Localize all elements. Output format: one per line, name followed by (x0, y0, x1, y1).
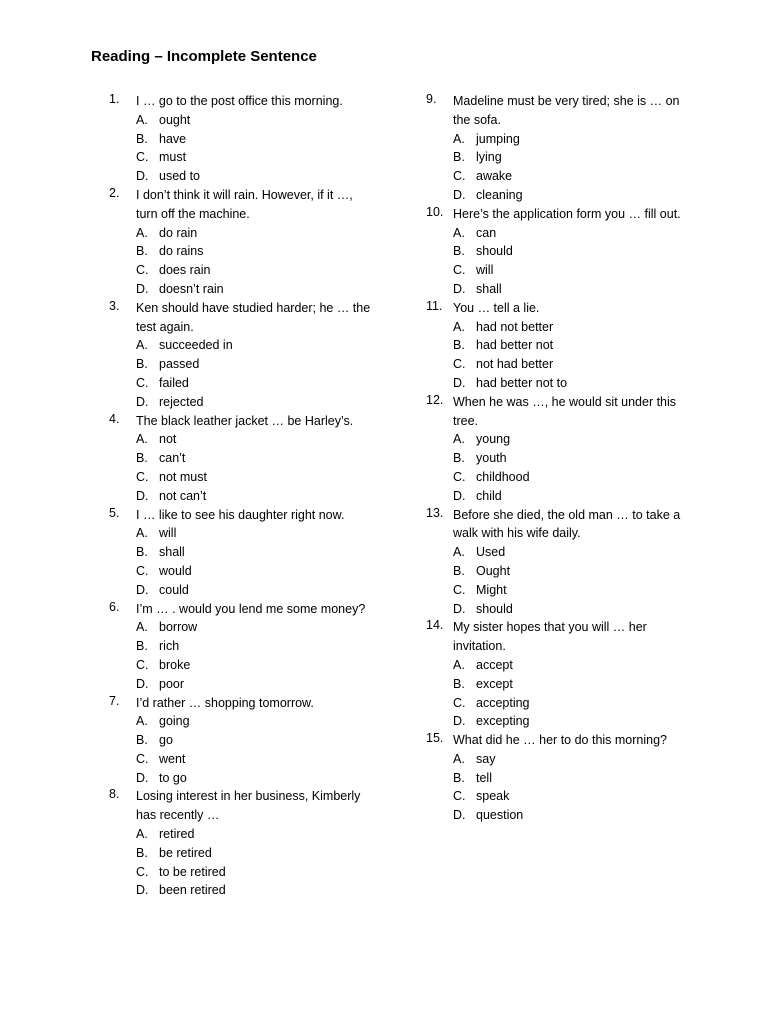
answer-option (426, 374, 726, 393)
option-text: had better not (476, 338, 554, 353)
option-letter: D. (136, 676, 149, 691)
question-text: I don’t think it will rain. However, if it …, turn off the machine. (136, 187, 353, 221)
question-item (426, 92, 726, 205)
option-letter: D. (136, 770, 149, 785)
question-text: The black leather jacket … be Harley’s. (136, 413, 354, 428)
option-letter: D. (453, 601, 466, 616)
question-text: I … go to the post office this morning. (136, 94, 343, 108)
option-text: been retired (159, 883, 226, 898)
option-text: to be retired (159, 864, 226, 879)
option-letter: B. (136, 244, 148, 259)
question-stem (426, 299, 726, 318)
option-text: went (159, 751, 186, 766)
question-text: I … like to see his daughter right now. (136, 507, 345, 522)
question-number: 12. (426, 392, 444, 407)
option-text: succeeded in (159, 338, 233, 353)
option-letter: B. (136, 639, 148, 654)
question-text: Ken should have studied harder; he … the test again. (136, 300, 371, 334)
question-text: When he was …, he would sit under this tree. (453, 394, 677, 428)
option-letter: A. (453, 657, 465, 672)
question-number: 3. (109, 298, 120, 313)
option-letter: A. (453, 545, 465, 560)
answer-option (426, 750, 726, 769)
answer-option (109, 618, 409, 637)
option-text: had better not to (476, 375, 568, 390)
option-text: passed (159, 357, 200, 372)
question-stem (426, 393, 726, 431)
option-text: retired (159, 827, 195, 842)
option-text: could (159, 582, 189, 597)
option-text: not had better (476, 357, 554, 372)
answer-option (109, 844, 409, 863)
question-number: 13. (426, 505, 444, 520)
option-letter: C. (136, 751, 149, 766)
question-text: My sister hopes that you will … her invitation. (453, 620, 647, 654)
answer-option (426, 543, 726, 562)
option-letter: A. (136, 526, 148, 541)
option-text: be retired (159, 845, 212, 860)
answer-option (109, 863, 409, 882)
right-question-column (426, 92, 726, 825)
answer-option (426, 712, 726, 731)
answer-option (426, 224, 726, 243)
option-letter: A. (453, 432, 465, 447)
question-stem (109, 299, 409, 337)
option-text: Might (476, 582, 507, 597)
option-text: do rain (159, 225, 198, 240)
option-text: poor (159, 676, 185, 691)
option-text: not (159, 432, 177, 447)
option-letter: C. (453, 469, 466, 484)
answer-option (109, 731, 409, 750)
option-text: must (159, 150, 187, 165)
option-letter: C. (453, 582, 466, 597)
option-letter: A. (136, 112, 148, 127)
option-text: rejected (159, 394, 204, 409)
answer-option (109, 148, 409, 167)
question-stem (109, 600, 409, 619)
option-letter: B. (136, 357, 148, 372)
option-letter: D. (453, 375, 466, 390)
question-text: What did he … her to do this morning? (453, 733, 668, 748)
option-text: to go (159, 770, 187, 785)
option-text: tell (476, 770, 492, 785)
option-letter: C. (136, 150, 149, 165)
option-letter: B. (453, 244, 465, 259)
option-text: shall (159, 545, 185, 560)
question-number: 10. (426, 204, 444, 219)
question-item (109, 92, 409, 186)
option-text: do rains (159, 244, 204, 259)
question-number: 7. (109, 693, 120, 708)
answer-option (426, 318, 726, 337)
question-item (109, 694, 409, 788)
question-text: I’d rather … shopping tomorrow. (136, 695, 314, 710)
answer-option (109, 524, 409, 543)
option-text: have (159, 131, 187, 146)
question-number: 11. (426, 298, 443, 313)
option-text: question (476, 808, 524, 823)
option-text: ought (159, 112, 191, 127)
answer-option (426, 186, 726, 205)
answer-option (426, 280, 726, 299)
option-text: had not better (476, 319, 554, 334)
answer-option (426, 449, 726, 468)
option-letter: A. (136, 432, 148, 447)
answer-option (426, 562, 726, 581)
answer-option (426, 148, 726, 167)
option-text: would (159, 563, 192, 578)
question-stem (426, 618, 726, 656)
option-letter: B. (453, 150, 465, 165)
answer-option (109, 769, 409, 788)
answer-option (426, 769, 726, 788)
option-text: will (159, 526, 177, 541)
option-letter: B. (453, 563, 465, 578)
answer-option (109, 280, 409, 299)
answer-option (426, 242, 726, 261)
option-letter: B. (136, 545, 148, 560)
question-number: 2. (109, 185, 120, 200)
option-text: does rain (159, 263, 211, 278)
answer-option (109, 430, 409, 449)
option-letter: D. (136, 281, 149, 296)
option-text: say (476, 751, 496, 766)
option-letter: C. (453, 695, 466, 710)
option-text: except (476, 676, 513, 691)
option-letter: C. (453, 263, 466, 278)
option-letter: B. (136, 845, 148, 860)
answer-option (426, 487, 726, 506)
option-letter: D. (453, 281, 466, 296)
option-letter: D. (453, 808, 466, 823)
page-title: Reading – Incomplete Sentence (91, 48, 317, 65)
option-text: youth (476, 451, 507, 466)
option-letter: C. (453, 169, 466, 184)
answer-option (109, 750, 409, 769)
answer-option (109, 130, 409, 149)
option-text: go (159, 733, 173, 748)
option-text: jumping (476, 131, 520, 146)
question-item (109, 412, 409, 506)
option-letter: B. (453, 676, 465, 691)
answer-option (109, 675, 409, 694)
answer-option (109, 468, 409, 487)
question-number: 14. (426, 618, 444, 633)
question-item (109, 186, 409, 299)
answer-option (109, 336, 409, 355)
option-letter: D. (136, 883, 149, 898)
option-text: child (476, 488, 502, 503)
question-stem (109, 694, 409, 713)
option-letter: C. (136, 469, 149, 484)
answer-option (426, 675, 726, 694)
option-text: can (476, 225, 497, 240)
option-text: rich (159, 639, 180, 654)
answer-option (426, 581, 726, 600)
option-text: cleaning (476, 187, 523, 202)
option-letter: A. (453, 225, 465, 240)
question-item (426, 731, 726, 825)
option-letter: D. (136, 582, 149, 597)
question-stem (426, 205, 726, 224)
option-letter: A. (453, 319, 465, 334)
option-letter: C. (136, 864, 149, 879)
question-number: 4. (109, 411, 120, 426)
option-text: shall (476, 281, 502, 296)
question-number: 6. (109, 599, 120, 614)
option-text: Used (476, 545, 506, 560)
option-letter: D. (453, 714, 466, 729)
option-letter: A. (136, 620, 148, 635)
question-text: Here’s the application form you … fill out. (453, 206, 681, 221)
answer-option (109, 374, 409, 393)
option-text: borrow (159, 620, 198, 635)
question-stem (109, 186, 409, 224)
question-text: You … tell a lie. (453, 300, 540, 315)
option-text: speak (476, 789, 510, 804)
question-number: 8. (109, 787, 120, 802)
option-text: accept (476, 657, 513, 672)
question-stem (426, 731, 726, 750)
question-item (109, 299, 409, 412)
option-letter: C. (453, 357, 466, 372)
answer-option (109, 712, 409, 731)
option-text: not can’t (159, 488, 207, 503)
answer-option (109, 637, 409, 656)
question-number: 1. (109, 92, 120, 106)
question-stem (109, 92, 409, 111)
option-text: awake (476, 169, 513, 184)
option-text: not must (159, 469, 207, 484)
answer-option (426, 261, 726, 280)
option-letter: C. (136, 563, 149, 578)
question-number: 15. (426, 731, 444, 746)
answer-option (426, 430, 726, 449)
option-letter: A. (453, 751, 465, 766)
answer-option (109, 881, 409, 900)
answer-option (109, 487, 409, 506)
answer-option (109, 167, 409, 186)
option-letter: B. (136, 733, 148, 748)
option-text: young (476, 432, 511, 447)
option-text: failed (159, 375, 189, 390)
option-text: lying (476, 150, 502, 165)
answer-option (109, 224, 409, 243)
option-letter: A. (453, 131, 465, 146)
option-text: accepting (476, 695, 530, 710)
question-item (426, 618, 726, 731)
question-item (109, 600, 409, 694)
question-item (426, 393, 726, 506)
question-stem (109, 787, 409, 825)
answer-option (426, 787, 726, 806)
question-number: 5. (109, 505, 120, 520)
question-item (426, 506, 726, 619)
answer-option (426, 130, 726, 149)
answer-option (109, 242, 409, 261)
answer-option (426, 694, 726, 713)
option-letter: D. (453, 488, 466, 503)
answer-option (426, 656, 726, 675)
answer-option (426, 355, 726, 374)
answer-option (109, 656, 409, 675)
option-letter: D. (136, 488, 149, 503)
option-text: doesn’t rain (159, 281, 224, 296)
option-letter: B. (453, 338, 465, 353)
answer-option (109, 261, 409, 280)
option-letter: B. (453, 451, 465, 466)
question-item (109, 787, 409, 900)
answer-option (426, 806, 726, 825)
answer-option (109, 111, 409, 130)
option-text: Ought (476, 563, 511, 578)
option-letter: C. (136, 263, 149, 278)
question-item (426, 299, 726, 393)
option-letter: D. (453, 187, 466, 202)
answer-option (109, 393, 409, 412)
question-text: I’m … . would you lend me some money? (136, 601, 366, 616)
option-letter: D. (136, 169, 149, 184)
question-text: Before she died, the old man … to take a walk with his wife daily. (453, 507, 681, 541)
question-text: Losing interest in her business, Kimberly has recently … (136, 789, 361, 823)
option-letter: D. (136, 394, 149, 409)
answer-option (109, 562, 409, 581)
option-letter: A. (136, 225, 148, 240)
option-text: childhood (476, 469, 530, 484)
option-text: should (476, 244, 513, 259)
option-letter: C. (453, 789, 466, 804)
option-letter: C. (136, 375, 149, 390)
question-stem (109, 412, 409, 431)
question-text: Madeline must be very tired; she is … on the sofa. (453, 94, 680, 127)
question-item (426, 205, 726, 299)
option-letter: B. (136, 131, 148, 146)
answer-option (109, 543, 409, 562)
question-stem (426, 92, 726, 130)
option-text: should (476, 601, 513, 616)
option-letter: B. (136, 451, 148, 466)
answer-option (109, 581, 409, 600)
option-text: going (159, 714, 190, 729)
answer-option (426, 336, 726, 355)
question-stem (426, 506, 726, 544)
answer-option (109, 449, 409, 468)
answer-option (426, 167, 726, 186)
answer-option (109, 355, 409, 374)
option-text: can’t (159, 451, 186, 466)
option-letter: C. (136, 657, 149, 672)
question-item (109, 506, 409, 600)
question-number: 9. (426, 92, 437, 106)
option-text: excepting (476, 714, 530, 729)
answer-option (426, 468, 726, 487)
option-letter: B. (453, 770, 465, 785)
option-text: will (476, 263, 494, 278)
left-question-column (109, 92, 409, 900)
answer-option (426, 600, 726, 619)
answer-option (109, 825, 409, 844)
option-text: used to (159, 169, 201, 184)
option-letter: A. (136, 714, 148, 729)
option-text: broke (159, 657, 191, 672)
question-stem (109, 506, 409, 525)
option-letter: A. (136, 827, 148, 842)
option-letter: A. (136, 338, 148, 353)
